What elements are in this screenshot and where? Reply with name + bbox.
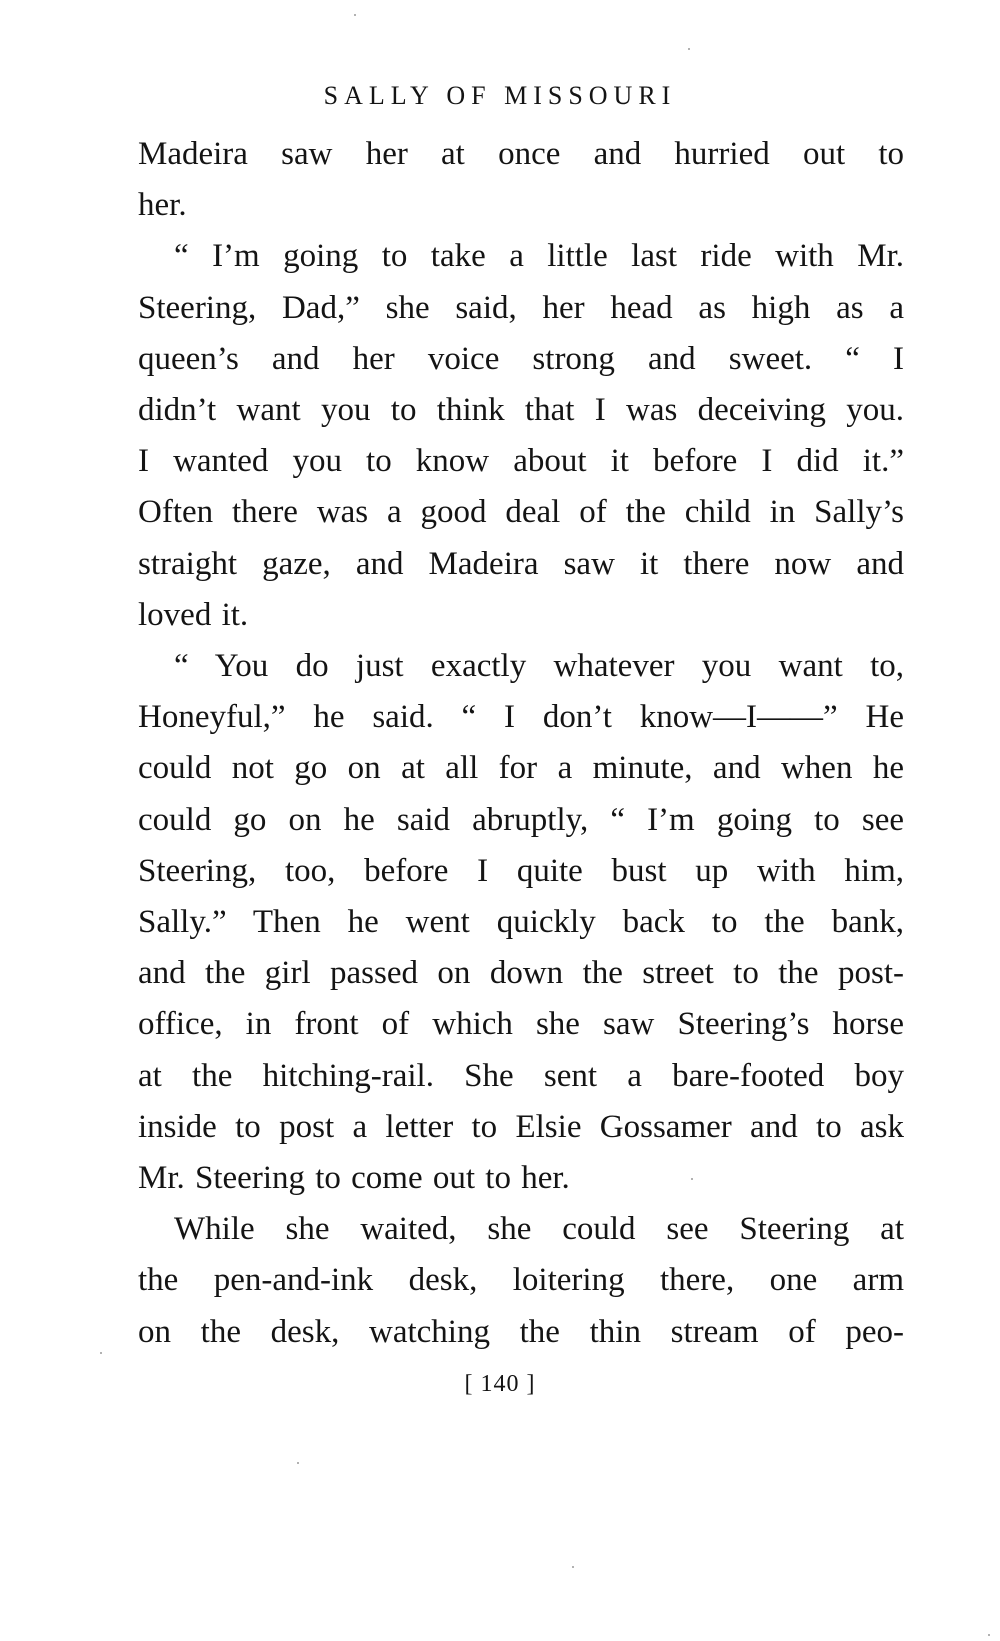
- paragraph: [138, 641, 904, 1204]
- text-line: didn’t want you to think that I was deceiving you.: [138, 392, 904, 429]
- text-line: “ You do just exactly whatever you want to,: [174, 648, 904, 685]
- text-line: Often there was a good deal of the child in Sally’s: [138, 494, 904, 531]
- text-line: her.: [138, 187, 187, 224]
- paper-speck: [297, 1462, 299, 1464]
- running-head: SALLY OF MISSOURI: [323, 81, 677, 110]
- text-line: could not go on at all for a minute, and when he: [138, 750, 904, 787]
- paper-speck: [691, 1178, 693, 1180]
- text-line: and the girl passed on down the street to the post-: [138, 955, 904, 992]
- text-line: inside to post a letter to Elsie Gossamer and to ask: [138, 1108, 904, 1145]
- text-line: the pen-and-ink desk, loitering there, one arm: [138, 1262, 904, 1299]
- paper-speck: [100, 1352, 102, 1354]
- text-line: While she waited, she could see Steering at: [174, 1211, 904, 1248]
- text-line: office, in front of which she saw Steering’s horse: [138, 1006, 904, 1043]
- text-line: Honeyful,” he said. “ I don’t know—I——” He: [138, 699, 904, 736]
- text-line: straight gaze, and Madeira saw it there now and: [138, 545, 904, 582]
- text-line: queen’s and her voice strong and sweet. “ I: [138, 340, 904, 377]
- paragraph: [138, 231, 904, 641]
- paper-speck: [688, 48, 690, 50]
- text-line: Sally.” Then he went quickly back to the bank,: [138, 904, 904, 941]
- text-line: Steering, too, before I quite bust up with him,: [138, 852, 904, 889]
- paper-speck: [354, 14, 356, 16]
- text-line: I wanted you to know about it before I did it.”: [138, 443, 904, 480]
- text-line: at the hitching-rail. She sent a bare-footed boy: [138, 1057, 904, 1094]
- text-line: Madeira saw her at once and hurried out to: [138, 136, 904, 172]
- text-line: Mr. Steering to come out to her.: [138, 1160, 570, 1197]
- text-line: loved it.: [138, 596, 249, 633]
- text-line: could go on he said abruptly, “ I’m going to see: [138, 801, 904, 838]
- paragraph: [138, 1204, 904, 1358]
- body-text: [138, 129, 904, 1358]
- text-line: on the desk, watching the thin stream of peo-: [138, 1313, 904, 1350]
- paper-speck: [988, 1634, 990, 1636]
- page-number: [ 140 ]: [464, 1371, 536, 1397]
- paper-speck: [572, 1566, 574, 1568]
- text-line: “ I’m going to take a little last ride with Mr.: [174, 238, 904, 275]
- text-line: Steering, Dad,” she said, her head as high as a: [138, 289, 904, 326]
- paragraph: [138, 129, 904, 231]
